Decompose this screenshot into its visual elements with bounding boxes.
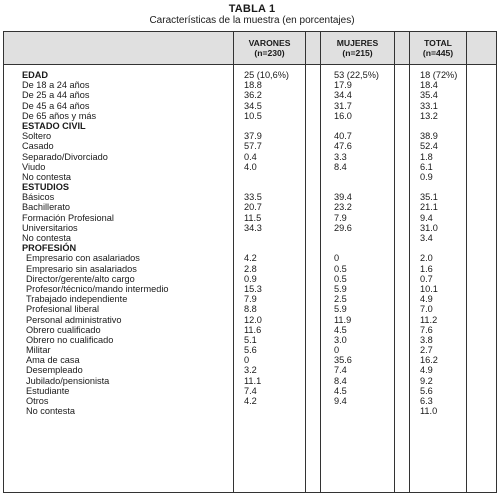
column-name: TOTAL [424, 38, 452, 48]
varones-value: 20.7 [244, 202, 262, 213]
table-row [4, 315, 496, 325]
total-value: 7.0 [420, 304, 433, 315]
row-label: Casado [22, 141, 54, 152]
varones-value: 0 [244, 355, 250, 366]
total-value: 0.9 [420, 171, 433, 182]
table-header [4, 32, 496, 65]
column-name: VARONES [248, 38, 291, 48]
mujeres-value: 35.6 [334, 355, 352, 366]
table-row [4, 131, 496, 141]
table-row [4, 406, 496, 416]
varones-value: 33.5 [244, 192, 262, 203]
row-label: Ama de casa [26, 355, 80, 366]
table-row [4, 223, 496, 233]
mujeres-value: 4.5 [334, 324, 347, 335]
mujeres-value: 17.9 [334, 80, 352, 91]
varones-value: 0.9 [244, 273, 257, 284]
varones-value: 11.5 [244, 212, 262, 223]
column-name: MUJERES [336, 38, 379, 48]
total-value: 21.1 [420, 202, 438, 213]
table-caption [0, 0, 504, 27]
total-value: 2.7 [420, 345, 433, 356]
row-label: Otros [26, 396, 49, 406]
row-label: Obrero cualificado [26, 324, 101, 335]
table-row [4, 111, 496, 121]
table-row [4, 202, 496, 212]
row-label: De 65 años y más [22, 110, 97, 121]
mujeres-value: 16.0 [334, 110, 352, 121]
total-value: 3.4 [420, 233, 433, 243]
column-count: (n=445) [422, 48, 454, 58]
row-label: Trabajado independiente [26, 294, 128, 305]
table-row [4, 80, 496, 90]
section-row [4, 70, 496, 80]
table-title: TABLA 1 [228, 3, 276, 15]
mujeres-value: 0 [334, 253, 340, 264]
total-value: 33.1 [420, 100, 438, 111]
total-value: 0.7 [420, 273, 433, 284]
total-value: 10.1 [420, 283, 438, 294]
varones-value: 4.0 [244, 161, 257, 172]
varones-value: 34.5 [244, 100, 262, 111]
total-value: 35.4 [420, 90, 438, 101]
table-row [4, 294, 496, 304]
row-label: Viudo [22, 161, 46, 172]
column-count: (n=215) [342, 48, 373, 58]
row-label: Jubilado/pensionista [26, 375, 110, 386]
mujeres-value: 47.6 [334, 141, 352, 152]
mujeres-value: 9.4 [334, 396, 347, 406]
row-label: Separado/Divorciado [22, 151, 108, 162]
mujeres-value: 53 (22,5%) [334, 70, 379, 80]
row-label: No contesta [22, 171, 72, 182]
total-value: 9.2 [420, 375, 433, 386]
varones-value: 4.2 [244, 253, 257, 264]
varones-value: 34.3 [244, 222, 262, 233]
row-label: Obrero no cualificado [26, 334, 114, 345]
total-value: 4.9 [420, 294, 433, 305]
varones-value: 11.1 [244, 375, 262, 386]
table-row [4, 274, 496, 284]
table-row [4, 172, 496, 182]
row-label: Director/gerente/alto cargo [26, 273, 135, 284]
table-row [4, 233, 496, 243]
table-row [4, 376, 496, 386]
row-label: EDAD [22, 70, 49, 80]
table-row [4, 325, 496, 335]
table-row [4, 345, 496, 355]
mujeres-value: 23.2 [334, 202, 352, 213]
row-label: Universitarios [22, 222, 78, 233]
row-label: Empresario sin asalariados [26, 263, 137, 274]
mujeres-value: 7.4 [334, 365, 347, 376]
table-row [4, 284, 496, 294]
mujeres-value: 29.6 [334, 222, 352, 233]
mujeres-value: 2.5 [334, 294, 347, 305]
table-row [4, 213, 496, 223]
section-row [4, 182, 496, 192]
total-value: 3.8 [420, 334, 433, 345]
varones-value: 37.9 [244, 131, 262, 142]
row-label: PROFESIÓN [22, 243, 77, 254]
mujeres-value: 0 [334, 345, 340, 356]
column-count: (n=230) [254, 48, 285, 58]
total-value: 11.0 [420, 406, 438, 417]
varones-value: 12.0 [244, 314, 262, 325]
total-value: 6.3 [420, 396, 433, 406]
row-label: Profesional liberal [26, 304, 100, 315]
varones-value: 2.8 [244, 263, 257, 274]
total-value: 18.4 [420, 80, 438, 91]
table-row [4, 365, 496, 375]
mujeres-value: 0.5 [334, 273, 347, 284]
total-value: 2.0 [420, 253, 433, 264]
row-label: Profesor/técnico/mando intermedio [26, 283, 169, 294]
varones-value: 10.5 [244, 110, 262, 121]
varones-value: 0.4 [244, 151, 257, 162]
table-row [4, 355, 496, 365]
mujeres-value: 8.4 [334, 375, 347, 386]
table-row [4, 335, 496, 345]
mujeres-value: 40.7 [334, 131, 352, 142]
row-label: Estudiante [26, 385, 70, 396]
mujeres-value: 34.4 [334, 90, 352, 101]
mujeres-value: 39.4 [334, 192, 352, 203]
total-value: 1.8 [420, 151, 433, 162]
row-label: Personal administrativo [26, 314, 122, 325]
total-value: 4.9 [420, 365, 433, 376]
row-label: No contesta [22, 233, 72, 243]
row-label: Empresario con asalariados [26, 253, 140, 264]
column-header-mujeres [320, 32, 395, 64]
table-row [4, 192, 496, 202]
varones-value: 11.6 [244, 324, 262, 335]
mujeres-value: 3.0 [334, 334, 347, 345]
varones-value: 15.3 [244, 283, 262, 294]
mujeres-value: 4.5 [334, 385, 347, 396]
table-row [4, 90, 496, 100]
varones-value: 5.1 [244, 334, 257, 345]
total-value: 11.2 [420, 314, 438, 325]
row-label: De 45 a 64 años [22, 100, 90, 111]
total-value: 52.4 [420, 141, 438, 152]
row-label: ESTUDIOS [22, 182, 69, 193]
total-value: 9.4 [420, 212, 433, 223]
varones-value: 7.9 [244, 294, 257, 305]
table-row [4, 101, 496, 111]
mujeres-value: 31.7 [334, 100, 352, 111]
mujeres-value: 11.9 [334, 314, 352, 325]
mujeres-value: 5.9 [334, 304, 347, 315]
mujeres-value: 0.5 [334, 263, 347, 274]
table-row [4, 396, 496, 406]
row-label: Formación Profesional [22, 212, 114, 223]
section-row [4, 243, 496, 253]
varones-value: 8.8 [244, 304, 257, 315]
table-subtitle: Características de la muestra (en porcentajes) [149, 15, 355, 26]
varones-value: 57.7 [244, 141, 262, 152]
row-label: De 25 a 44 años [22, 90, 90, 101]
table-row [4, 386, 496, 396]
varones-value: 36.2 [244, 90, 262, 101]
total-value: 6.1 [420, 161, 433, 172]
varones-value: 25 (10,6%) [244, 70, 289, 80]
total-value: 16.2 [420, 355, 438, 366]
varones-value: 4.2 [244, 396, 257, 406]
row-label: Bachillerato [22, 202, 71, 213]
row-label: Soltero [22, 131, 52, 142]
mujeres-value: 5.9 [334, 283, 347, 294]
varones-value: 7.4 [244, 385, 257, 396]
data-table [3, 31, 497, 493]
row-label: No contesta [26, 406, 76, 417]
total-value: 5.6 [420, 385, 433, 396]
mujeres-value: 3.3 [334, 151, 347, 162]
total-value: 35.1 [420, 192, 438, 203]
varones-value: 5.6 [244, 345, 257, 356]
varones-value: 18.8 [244, 80, 262, 91]
row-label: Básicos [22, 192, 55, 203]
total-value: 18 (72%) [420, 70, 458, 80]
total-value: 1.6 [420, 263, 433, 274]
mujeres-value: 8.4 [334, 161, 347, 172]
column-header-varones [233, 32, 306, 64]
table-row [4, 253, 496, 263]
table-row [4, 162, 496, 172]
row-label: De 18 a 24 años [22, 80, 90, 91]
total-value: 31.0 [420, 222, 438, 233]
total-value: 13.2 [420, 110, 438, 121]
mujeres-value: 7.9 [334, 212, 347, 223]
table-row [4, 141, 496, 151]
column-header-total [409, 32, 467, 64]
row-label: ESTADO CIVIL [22, 120, 86, 131]
table-row [4, 264, 496, 274]
table-row [4, 304, 496, 314]
row-label: Militar [26, 345, 51, 356]
section-row [4, 121, 496, 131]
row-label: Desempleado [26, 365, 83, 376]
total-value: 38.9 [420, 131, 438, 142]
total-value: 7.6 [420, 324, 433, 335]
table-body [4, 65, 496, 416]
varones-value: 3.2 [244, 365, 257, 376]
table-row [4, 152, 496, 162]
